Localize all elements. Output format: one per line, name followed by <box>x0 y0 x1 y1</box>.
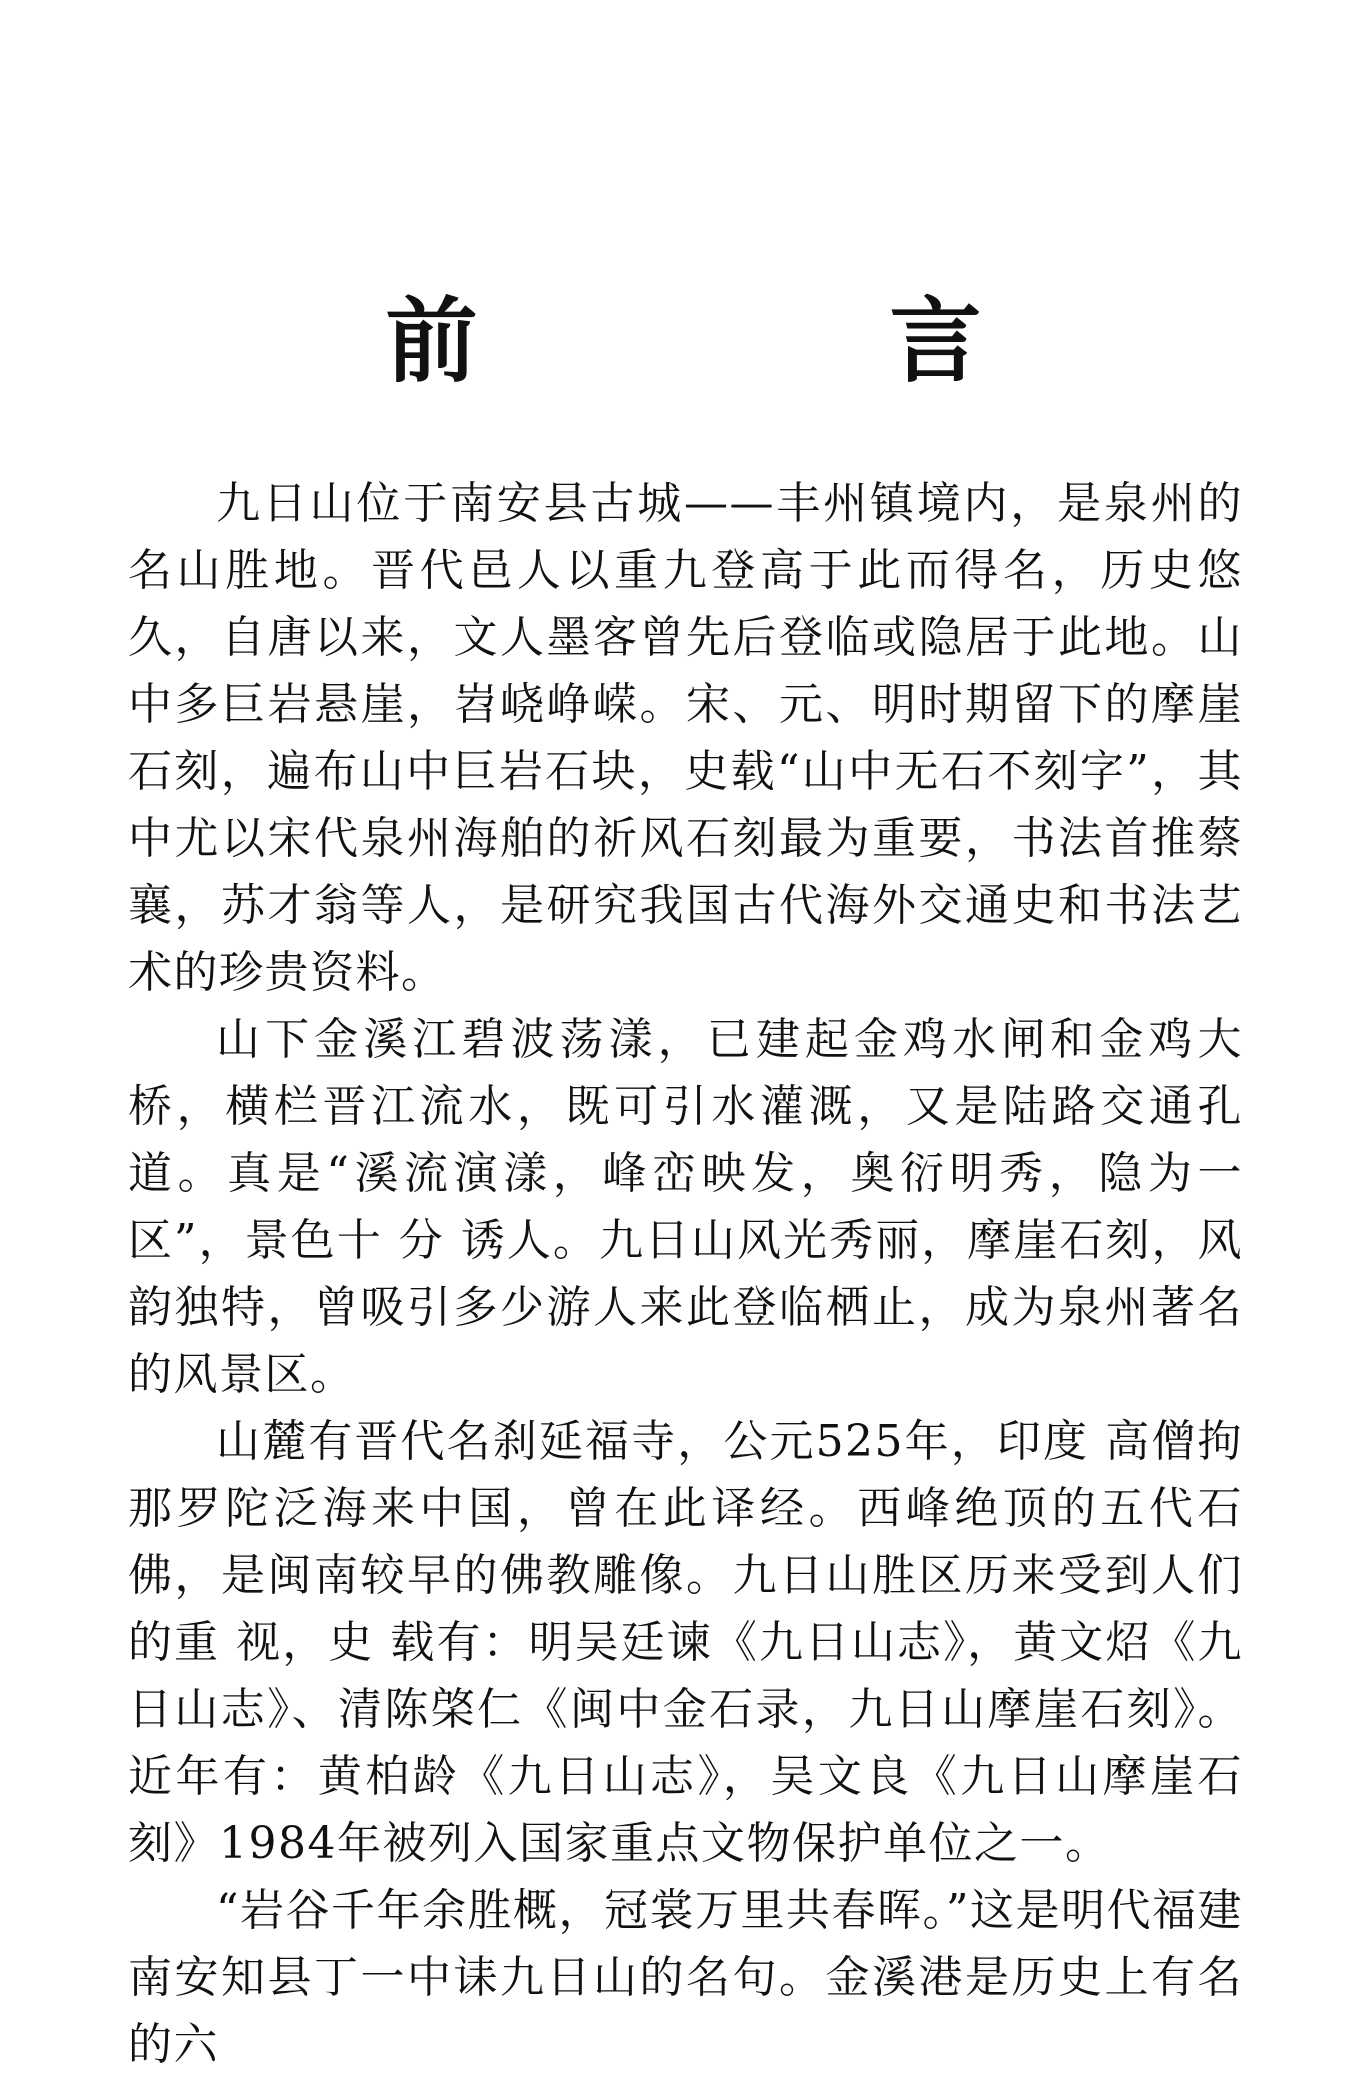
page-title: 前 言 <box>385 287 1172 395</box>
paragraph-4: “岩谷千年余胜概，冠裳万里共春晖。”这是明代福建南安知县丁一中诔九日山的名句。金溪港是历史上有名的六 <box>128 1885 1243 2070</box>
paragraph-1: 九日山位于南安县古城——丰州镇境内，是泉州的名山胜地。晋代邑人以重九登高于此而得名，历史悠久，自唐以来，文人墨客曾先后登临或隐居于此地。山中多巨岩悬崖，岧峣峥嵘。宋、元、明时期留下的摩崖石刻，遍布山中巨岩石块，史载“山中无石不刻字”，其中尤以宋代泉州海舶的祈风石刻最为重要，书法首推蔡襄，苏才翁等人，是研究我国古代海外交通史和书法艺术的珍贵资料。 <box>128 478 1243 998</box>
preface-body <box>128 470 1243 2078</box>
paragraph-2: 山下金溪江碧波荡漾，已建起金鸡水闸和金鸡大桥，横栏晋江流水，既可引水灌溉，又是陆路交通孔道。真是“溪流演漾，峰峦映发，奥衍明秀，隐为一区”，景色十 分 诱人。九日山风光秀丽，摩崖石刻，风韵独特，曾吸引多少游人来此登临栖止，成为泉州著名的风景区。 <box>128 1014 1243 1400</box>
paragraph-3: 山麓有晋代名刹延福寺，公元525年，印度 高僧拘那罗陀泛海来中国，曾在此译经。西峰绝顶的五代石佛，是闽南较早的佛教雕像。九日山胜区历来受到人们的重 视，史 载有：明吴廷谏《九日山志》，黄文炤《九日山志》、清陈棨仁《闽中金石录，九日山摩崖石刻》。近年有：黄柏龄《九日山志》，吴文良《九日山摩崖石刻》1984年被列入国家重点文物保护单位之一。 <box>128 1416 1243 1869</box>
